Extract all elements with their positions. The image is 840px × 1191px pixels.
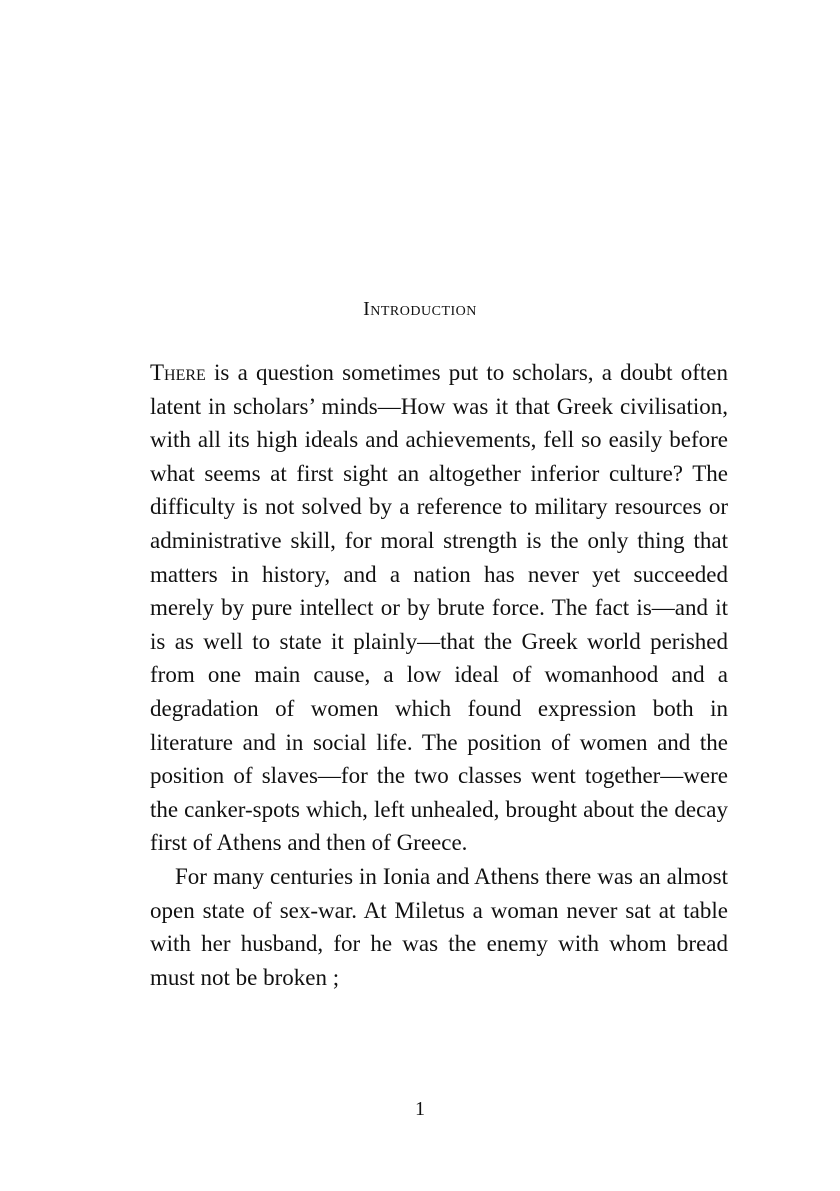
paragraph-2: For many centuries in Ionia and Athens there was an almost open state of sex-war. At Miletus a woman never sat at table with her husband, for he was the enemy with whom bread must not be broken ; [150,863,728,990]
body-text [150,356,728,994]
paragraph-1 [150,356,728,860]
chapter-heading: Introduction [363,298,477,320]
page-number: 1 [415,1098,425,1120]
paragraph-lead-word: There [150,360,206,385]
paragraph-1-text: is a question sometimes put to scholars, a doubt often latent in scholars’ minds—How was it that Greek civilisation, with all its high ideals and achievements, fell so easily before what seems at first sight an altogether inferior culture? The difficulty is not solved by a reference to military resources or administrative skill, for moral strength is the only thing that matters in history, and a nation has never yet succeeded merely by pure intellect or by brute force. The fact is—and it is as well to state it plainly—that the Greek world perished from one main cause, a low ideal of womanhood and a degradation of women which found expression both in literature and in social life. The position of women and the position of slaves—for the two classes went together—were the canker-spots which, left unhealed, brought about the decay first of Athens and then of Greece. [150,360,728,856]
